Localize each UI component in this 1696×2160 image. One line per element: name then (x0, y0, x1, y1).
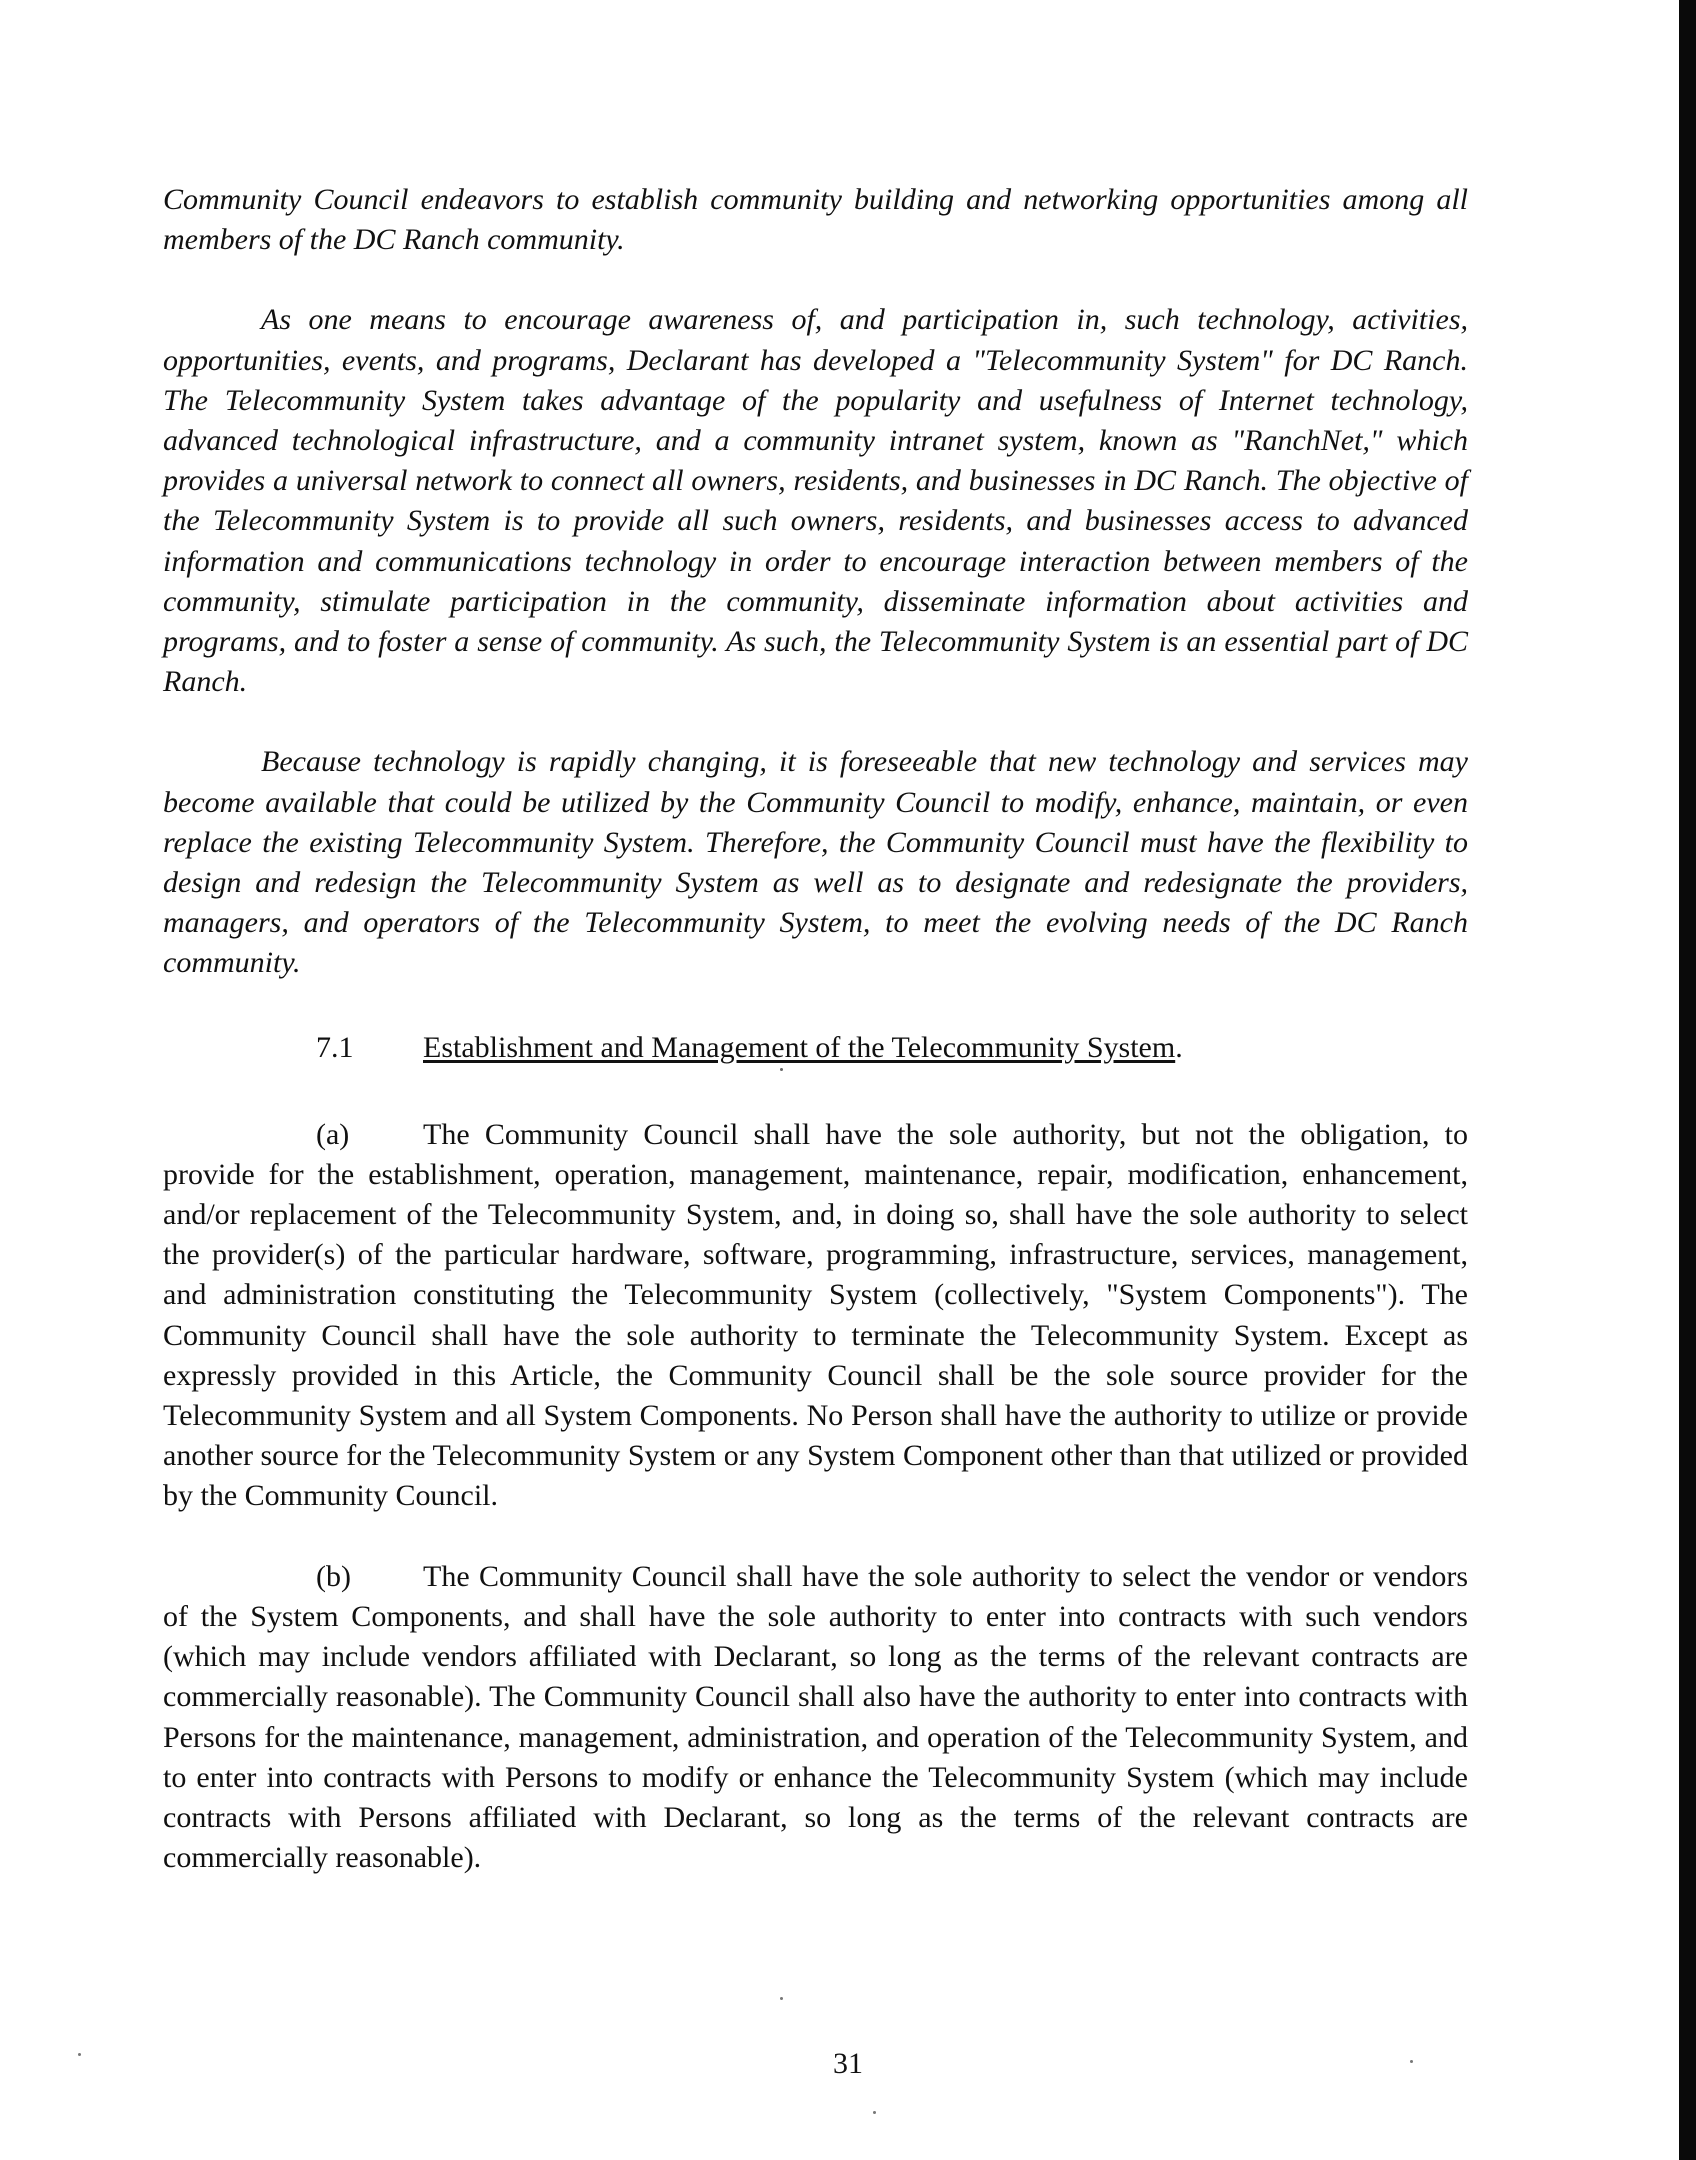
subsection-b-marker: (b) (316, 1559, 351, 1593)
document-page (163, 180, 1468, 1878)
scan-speck (873, 2111, 876, 2114)
scan-speck (780, 1997, 783, 2000)
scan-page-edge (1679, 0, 1696, 2160)
intro-paragraph-continued: Community Council endeavors to establish community building and networking opportunities among all members of the DC Ranch community. (163, 183, 1468, 257)
scan-speck (780, 1068, 783, 1071)
subsection-b (163, 1557, 1468, 1879)
telecommunity-overview-paragraph: As one means to encourage awareness of, and participation in, such technology, activities, opportunities, events, and programs, Declarant has developed a "Telecommunity System" for DC Ranch. The Telecommunity System takes advantage of the popularity and usefulness of Internet technology, advanced technological infrastructure, and a community intranet system, known as "RanchNet," which provides a universal network to connect all owners, residents, and businesses in DC Ranch. The objective of the Telecommunity System is to provide all such owners, residents, and businesses access to advanced information and communications technology in order to encourage interaction between members of the community, stimulate participation in the community, disseminate information about activities and programs, and to foster a sense of community. As such, the Telecommunity System is an essential part of DC Ranch. (163, 303, 1468, 699)
section-title: Establishment and Management of the Telecommunity System (423, 1030, 1176, 1064)
subsection-a-text: The Community Council shall have the sole authority, but not the obligation, to provide for the establishment, operation, management, maintenance, repair, modification, enhancement, and/or replacement of the Telecommunity System, and, in doing so, shall have the sole authority to select the provider(s) of the particular hardware, software, programming, infrastructure, services, management, and administration constituting the Telecommunity System (collectively, "System Components"). The Community Council shall have the sole authority to terminate the Telecommunity System. Except as expressly provided in this Article, the Community Council shall be the sole source provider for the Telecommunity System and all System Components. No Person shall have the authority to utilize or provide another source for the Telecommunity System or any System Component other than that utilized or provided by the Community Council. (163, 1117, 1468, 1513)
section-heading (163, 1028, 1468, 1068)
page-number: 31 (833, 2047, 863, 2080)
subsection-a (163, 1115, 1468, 1517)
technology-flexibility-paragraph: Because technology is rapidly changing, it is foreseeable that new technology and services may become available that could be utilized by the Community Council to modify, enhance, maintain, or even replace the existing Telecommunity System. Therefore, the Community Council must have the flexibility to design and redesign the Telecommunity System as well as to designate and redesignate the providers, managers, and operators of the Telecommunity System, to meet the evolving needs of the DC Ranch community. (163, 745, 1468, 980)
subsection-a-marker: (a) (316, 1117, 350, 1151)
section-title-period: . (1175, 1030, 1183, 1064)
section-number: 7.1 (316, 1030, 354, 1064)
subsection-b-text: The Community Council shall have the sole authority to select the vendor or vendors of the System Components, and shall have the sole authority to enter into contracts with such vendors (which may include vendors affiliated with Declarant, so long as the terms of the relevant contracts are commercially reasonable). The Community Council shall also have the authority to enter into contracts with Persons for the maintenance, management, administration, and operation of the Telecommunity System, and to enter into contracts with Persons to modify or enhance the Telecommunity System (which may include contracts with Persons affiliated with Declarant, so long as the terms of the relevant contracts are commercially reasonable). (163, 1559, 1468, 1875)
